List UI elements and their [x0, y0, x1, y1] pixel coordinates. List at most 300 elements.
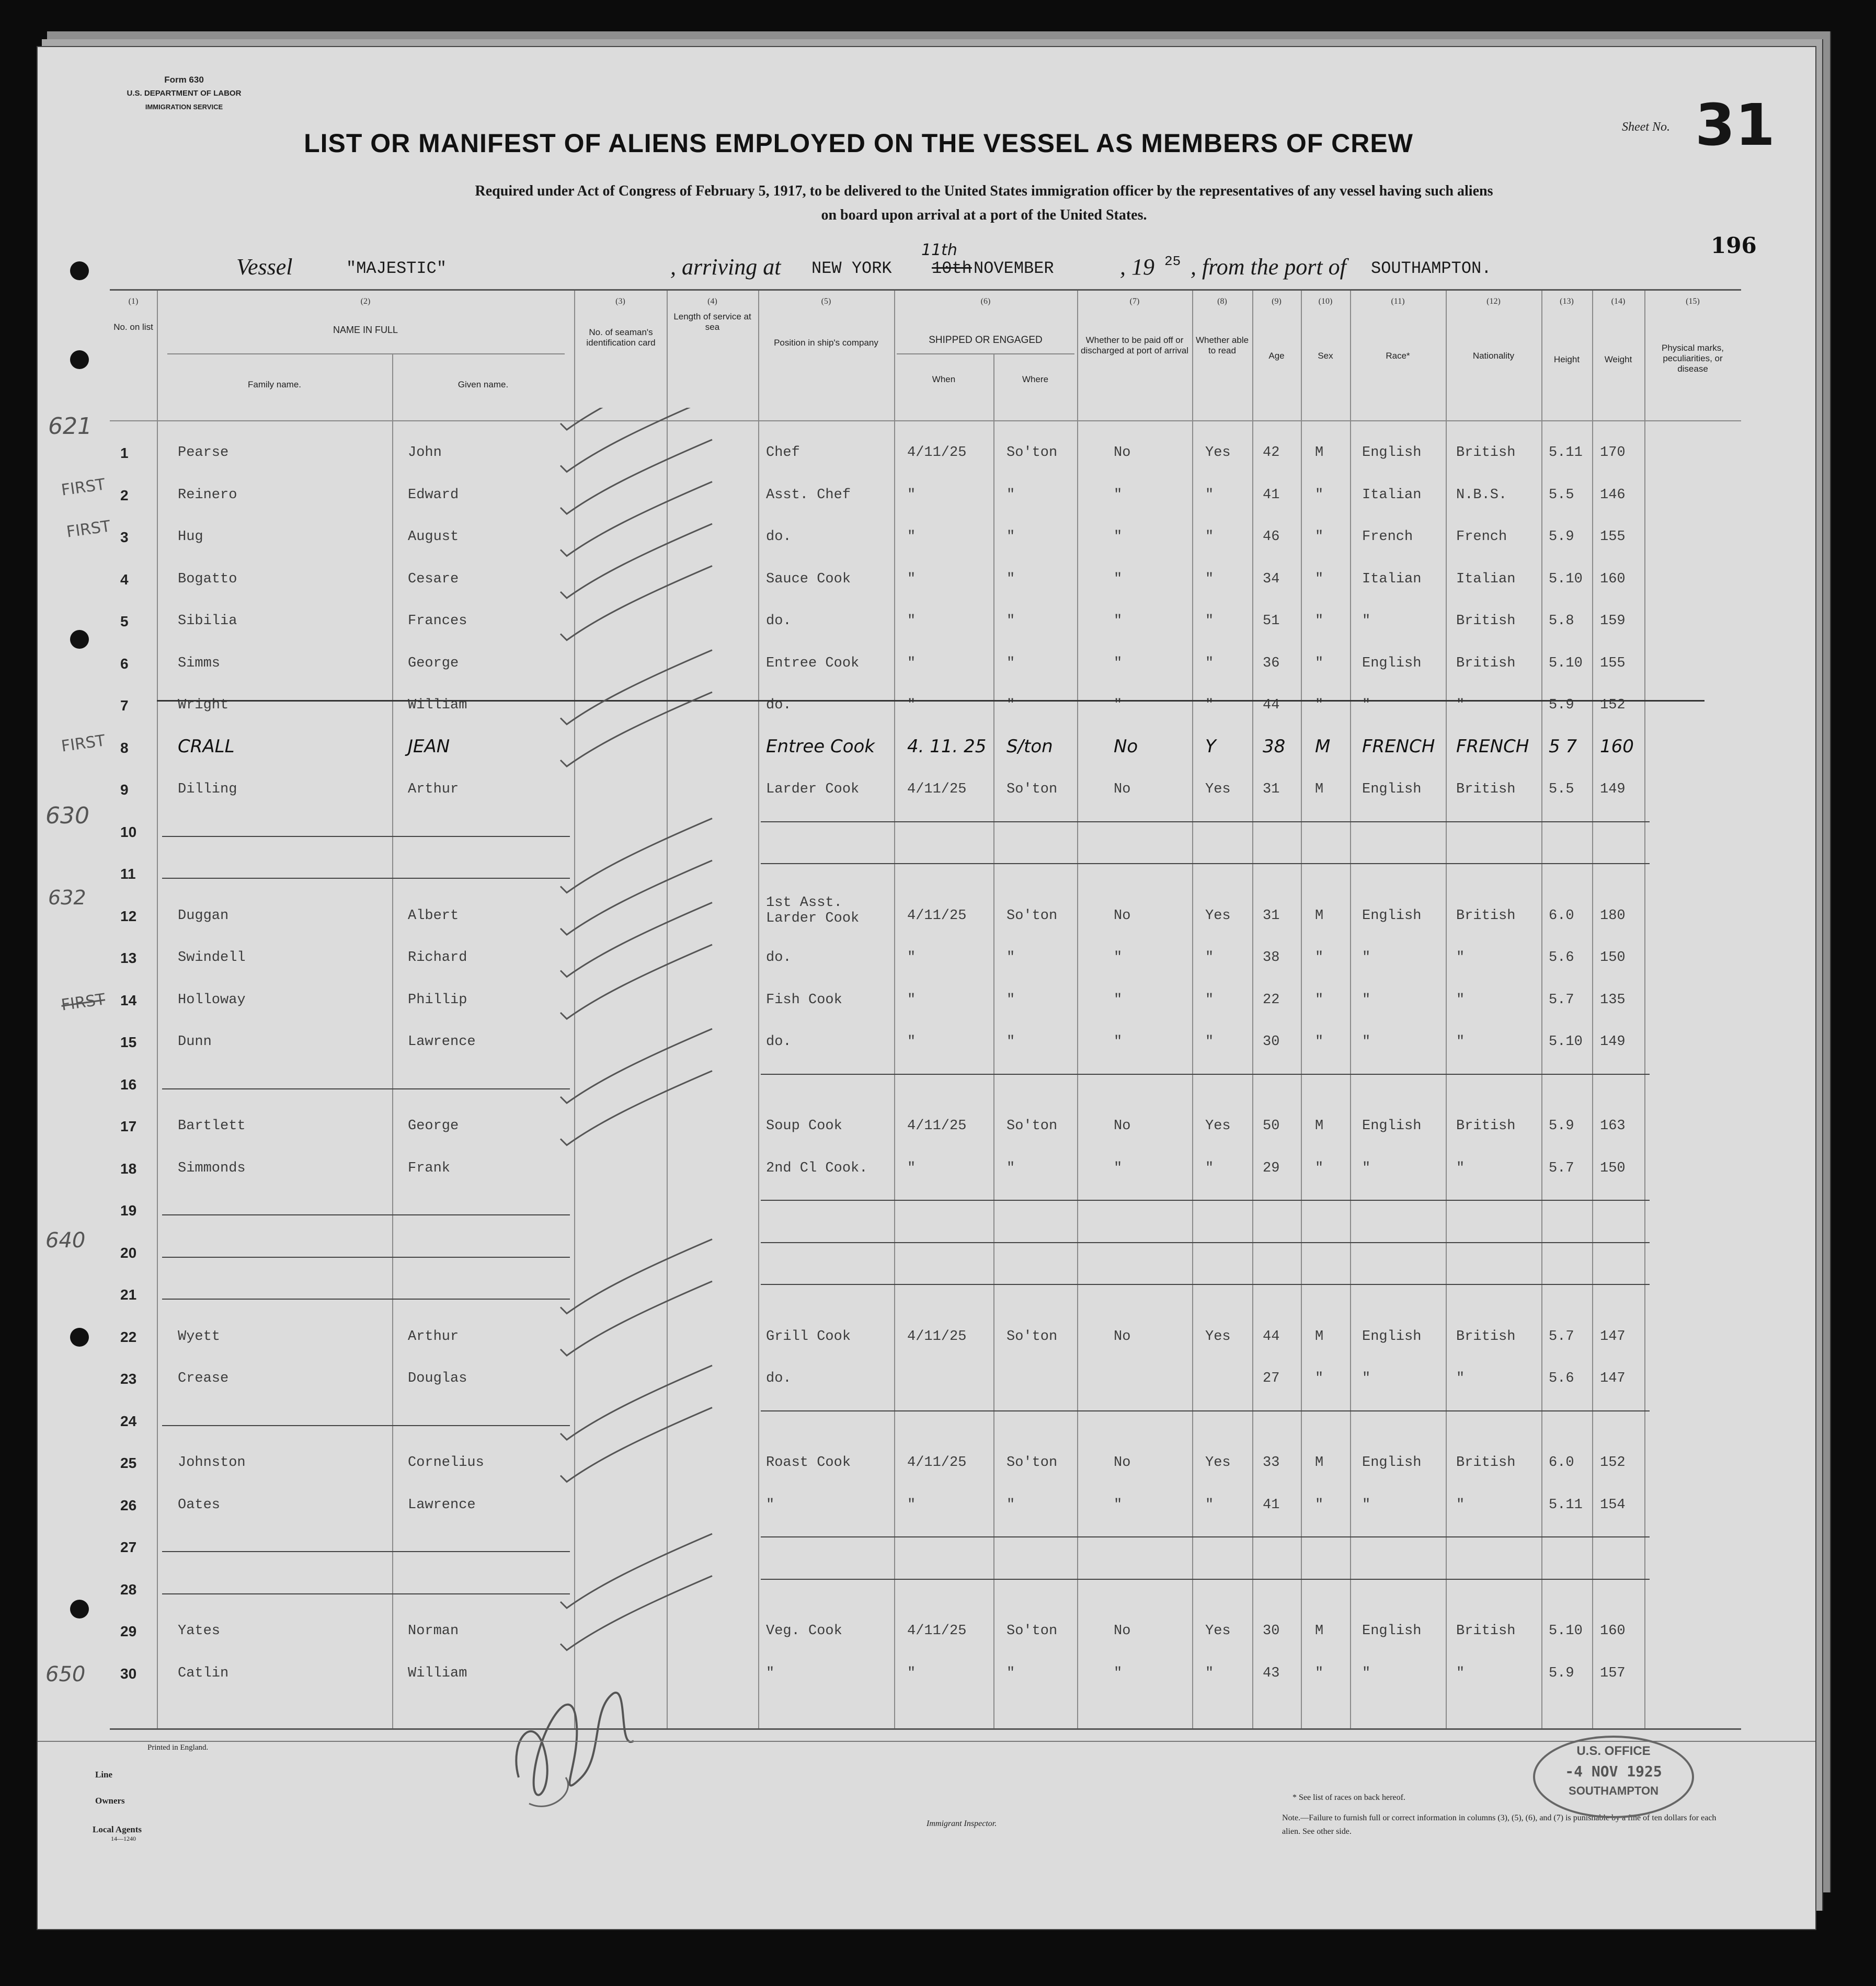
cell-given: JEAN [408, 736, 450, 757]
check-mark [560, 566, 712, 640]
check-mark [560, 1239, 712, 1314]
cell-position: do. [766, 1371, 792, 1386]
cell-given: Richard [408, 950, 467, 966]
cell-read: Yes [1205, 1118, 1231, 1134]
cell-nationality: British [1456, 613, 1516, 629]
page-title: LIST OR MANIFEST OF ALIENS EMPLOYED ON THE VESSEL AS MEMBERS OF CREW [304, 129, 1413, 158]
check-mark [560, 903, 712, 977]
cell-sex: M [1315, 445, 1324, 461]
cell-sex: " [1315, 1371, 1324, 1386]
cell-given: Arthur [408, 782, 459, 797]
name-divider [167, 353, 565, 354]
cell-where: So'ton [1006, 445, 1058, 461]
cell-height: 5.10 [1549, 571, 1583, 587]
cell-read: " [1205, 571, 1214, 587]
table-row [110, 979, 1741, 1020]
col-num: (12) [1486, 297, 1501, 306]
cell-family: Holloway [178, 992, 246, 1008]
cell-where: " [1006, 655, 1015, 671]
cell-family: Wright [178, 697, 229, 713]
cell-when: " [907, 487, 916, 503]
cell-given: Cornelius [408, 1455, 484, 1471]
cell-race: English [1362, 908, 1422, 924]
cell-given: George [408, 655, 459, 671]
cell-no: 11 [120, 866, 136, 882]
table-row [110, 558, 1741, 599]
cell-nationality: N.B.S. [1456, 487, 1507, 503]
departure-port: SOUTHAMPTON. [1371, 259, 1492, 278]
header-age: Age [1268, 351, 1285, 361]
cell-race: " [1362, 950, 1371, 966]
cell-given: John [408, 445, 442, 461]
cell-position: Grill Cook [766, 1328, 851, 1345]
cell-height: 5.7 [1549, 1328, 1574, 1345]
shipped-divider [897, 353, 1074, 354]
header-race: Race* [1386, 351, 1410, 361]
cell-nationality: " [1456, 1034, 1465, 1050]
cell-height: 5 7 [1549, 736, 1577, 757]
cell-nationality: British [1456, 1623, 1516, 1639]
cell-height: 5.10 [1549, 1034, 1583, 1050]
cell-no: 6 [120, 655, 129, 672]
cell-paid: " [1114, 487, 1123, 503]
header-sex: Sex [1318, 351, 1333, 361]
form-info [106, 73, 262, 114]
cell-given: William [408, 697, 467, 713]
cell-family: Yates [178, 1623, 221, 1639]
cell-no: 1 [120, 445, 129, 461]
cell-no: 3 [120, 529, 129, 545]
cell-paid: " [1114, 571, 1123, 587]
header-family-name: Family name. [247, 380, 302, 389]
cell-weight: 155 [1600, 529, 1626, 545]
cell-sex: " [1315, 697, 1324, 713]
cell-age: 42 [1263, 445, 1280, 461]
cell-nationality: British [1456, 1455, 1516, 1471]
cell-when: " [907, 950, 916, 966]
margin-first: FIRST [60, 731, 107, 756]
cell-position: Entree Cook [766, 655, 860, 671]
cell-read: " [1205, 950, 1214, 966]
cell-given: Frances [408, 613, 467, 629]
cell-nationality: " [1456, 992, 1465, 1008]
cell-when: " [907, 1160, 916, 1176]
check-mark [560, 440, 712, 514]
cell-paid: " [1114, 655, 1123, 671]
footer-line: Line [95, 1770, 113, 1780]
cell-no: 9 [120, 782, 129, 798]
vessel-label: Vessel [236, 254, 293, 280]
cell-weight: 149 [1600, 782, 1626, 797]
check-mark [560, 408, 712, 430]
table-row [110, 1568, 1741, 1609]
table-row [110, 432, 1741, 473]
cell-position: Entree Cook [766, 736, 875, 757]
blank-row-line [761, 863, 1650, 864]
cell-age: 44 [1263, 1328, 1280, 1345]
cell-position: do. [766, 697, 792, 713]
cell-no: 14 [120, 992, 137, 1008]
binder-hole [70, 261, 89, 280]
binder-hole [70, 1328, 89, 1347]
cell-age: 41 [1263, 1497, 1280, 1513]
cell-sex: " [1315, 655, 1324, 671]
cell-when: " [907, 571, 916, 587]
cell-where: So'ton [1006, 1118, 1058, 1134]
cell-position: Chef [766, 445, 800, 461]
subtitle-line-1: Required under Act of Congress of February 5, 1917, to be delivered to the United States immigration officer by the representatives of any vessel having such aliens [475, 183, 1493, 199]
cell-height: 5.6 [1549, 1371, 1574, 1386]
blank-row-line [162, 1425, 570, 1426]
cell-family: Crease [178, 1371, 229, 1386]
penalty-note: Note.—Failure to furnish full or correct information in columns (3), (5), (6), and (7) is punishable by a fine of ten dollars for each alien. See other side. [1282, 1813, 1717, 1836]
cell-height: 5.5 [1549, 487, 1574, 503]
stamp-number: 196 [1711, 233, 1757, 258]
cell-paid: No [1114, 782, 1131, 797]
cell-no: 24 [120, 1413, 137, 1429]
cell-no: 5 [120, 613, 129, 629]
check-mark [560, 1281, 712, 1356]
check-mark [560, 524, 712, 598]
table-row [110, 1610, 1741, 1651]
cell-no: 15 [120, 1034, 137, 1050]
cell-where: So'ton [1006, 1623, 1058, 1639]
header-id-card: No. of seaman's identification card [586, 327, 656, 348]
cell-no: 22 [120, 1328, 137, 1345]
cell-nationality: British [1456, 445, 1516, 461]
cell-age: 43 [1263, 1665, 1280, 1681]
cell-age: 46 [1263, 529, 1280, 545]
cell-race: " [1362, 1665, 1371, 1681]
col-num: (7) [1129, 297, 1140, 306]
check-mark [560, 1029, 712, 1103]
cell-read: " [1205, 1034, 1214, 1050]
cell-read: Yes [1205, 1328, 1231, 1345]
cell-height: 5.6 [1549, 950, 1574, 966]
cell-family: Dunn [178, 1034, 212, 1050]
cell-sex: " [1315, 613, 1324, 629]
cell-paid: No [1114, 445, 1131, 461]
cell-paid: " [1114, 1497, 1123, 1513]
cell-position: Larder Cook [766, 782, 860, 797]
col-num: (15) [1686, 297, 1700, 306]
cell-given: Cesare [408, 571, 459, 587]
header-physical-marks: Physical marks, peculiarities, or disease [1661, 343, 1724, 374]
table-row [110, 1021, 1741, 1062]
check-marks [555, 408, 733, 1819]
check-mark [560, 1365, 712, 1440]
cell-sex: " [1315, 571, 1324, 587]
check-mark [560, 819, 712, 893]
cell-height: 5.7 [1549, 992, 1574, 1008]
header-paid-off: Whether to be paid off or discharged at port of arrival [1081, 335, 1188, 355]
cell-paid: No [1114, 908, 1131, 924]
cell-no: 27 [120, 1539, 137, 1555]
footer-divider [38, 1741, 1815, 1742]
margin-number: 632 [48, 886, 86, 909]
printed-in: Printed in England. [147, 1743, 209, 1752]
blank-row-line [761, 1200, 1650, 1201]
header-height: Height [1553, 354, 1580, 364]
office-stamp [1533, 1736, 1694, 1818]
cell-weight: 147 [1600, 1328, 1626, 1345]
cell-no: 8 [120, 739, 129, 756]
cell-weight: 160 [1600, 736, 1634, 757]
table-row [110, 600, 1741, 641]
cell-read: " [1205, 1160, 1214, 1176]
cell-where: " [1006, 1034, 1015, 1050]
cell-race: English [1362, 1623, 1422, 1639]
cell-family: Dilling [178, 782, 237, 797]
cell-no: 29 [120, 1623, 137, 1639]
margin-number: 630 [45, 802, 89, 829]
cell-no: 20 [120, 1244, 137, 1261]
cell-no: 18 [120, 1160, 137, 1177]
cell-family: Bogatto [178, 571, 237, 587]
cell-family: Catlin [178, 1665, 229, 1681]
cell-age: 51 [1263, 613, 1280, 629]
margin-first: FIRST [60, 475, 107, 500]
blank-row-line [162, 1299, 570, 1300]
cell-nationality: French [1456, 529, 1507, 545]
blank-row-line [162, 1257, 570, 1258]
cell-nationality: British [1456, 782, 1516, 797]
cell-no: 13 [120, 950, 137, 966]
cell-no: 16 [120, 1076, 137, 1093]
col-num: (1) [128, 297, 139, 306]
cell-when: 4/11/25 [907, 445, 967, 461]
cell-age: 27 [1263, 1371, 1280, 1386]
stamp-top: U.S. OFFICE [1576, 1744, 1651, 1758]
cell-family: Johnston [178, 1455, 246, 1471]
cell-family: Sibilia [178, 613, 237, 629]
cell-nationality: " [1456, 1160, 1465, 1176]
cell-given: George [408, 1118, 459, 1134]
cell-read: " [1205, 613, 1214, 629]
header-length-of-service: Length of service at sea [673, 312, 751, 332]
cell-family: CRALL [178, 736, 235, 757]
cell-race: English [1362, 655, 1422, 671]
blank-row-line [162, 1214, 570, 1215]
table-row [110, 516, 1741, 557]
table-row [110, 684, 1741, 725]
cell-given: Edward [408, 487, 459, 503]
margin-first: FIRST [60, 990, 107, 1015]
margin-number: 650 [45, 1662, 86, 1686]
col-num: (9) [1272, 297, 1282, 306]
cell-race: " [1362, 697, 1371, 713]
col-num: (14) [1611, 297, 1626, 306]
cell-read: " [1205, 697, 1214, 713]
cell-weight: 150 [1600, 1160, 1626, 1176]
check-mark [560, 482, 712, 556]
header-nationality: Nationality [1472, 351, 1515, 361]
table-row [110, 1232, 1741, 1272]
cell-nationality: British [1456, 655, 1516, 671]
cell-race: French [1362, 529, 1413, 545]
cell-race: " [1362, 1371, 1371, 1386]
check-mark [560, 692, 712, 766]
binder-hole [70, 1600, 89, 1618]
cell-no: 17 [120, 1118, 137, 1134]
cell-family: Simmonds [178, 1160, 246, 1176]
cell-family: Bartlett [178, 1118, 246, 1134]
cell-nationality: " [1456, 1497, 1465, 1513]
header-where: Where [1022, 374, 1049, 384]
cell-sex: M [1315, 908, 1324, 924]
cell-family: Reinero [178, 487, 237, 503]
blank-row-line [761, 1284, 1650, 1285]
cell-no: 23 [120, 1371, 137, 1387]
cell-when: 4/11/25 [907, 1328, 967, 1345]
table-row [110, 895, 1741, 936]
cell-read: Yes [1205, 908, 1231, 924]
cell-height: 5.10 [1549, 1623, 1583, 1639]
cell-race: English [1362, 1328, 1422, 1345]
sheet-no-label: Sheet No. [1622, 120, 1670, 134]
cell-when: " [907, 529, 916, 545]
cell-given: Frank [408, 1160, 451, 1176]
cell-when: 4/11/25 [907, 1455, 967, 1471]
cell-read: Yes [1205, 1455, 1231, 1471]
cell-position: Fish Cook [766, 992, 842, 1008]
cell-position: do. [766, 1034, 792, 1050]
cell-sex: " [1315, 1160, 1324, 1176]
crew-table [110, 289, 1741, 1730]
cell-age: 30 [1263, 1623, 1280, 1639]
cell-age: 38 [1263, 950, 1280, 966]
cell-where: " [1006, 529, 1015, 545]
cell-position: do. [766, 613, 792, 629]
cell-read: " [1205, 1665, 1214, 1681]
cell-weight: 155 [1600, 655, 1626, 671]
cell-age: 22 [1263, 992, 1280, 1008]
cell-nationality: Italian [1456, 571, 1516, 587]
cell-where: " [1006, 1497, 1015, 1513]
col-num: (6) [980, 297, 991, 306]
table-row [110, 811, 1741, 852]
cell-weight: 152 [1600, 697, 1626, 713]
blank-row-line [761, 821, 1650, 822]
cell-height: 5.8 [1549, 613, 1574, 629]
blank-row-line [761, 1074, 1650, 1075]
cell-sex: " [1315, 487, 1324, 503]
cell-race: FRENCH [1362, 736, 1435, 757]
cell-when: " [907, 992, 916, 1008]
header-able-to-read: Whether able to read [1195, 335, 1249, 355]
cell-height: 5.7 [1549, 1160, 1574, 1176]
cell-no: 28 [120, 1581, 137, 1598]
table-row [110, 642, 1741, 683]
cell-paid: " [1114, 1665, 1123, 1681]
col-num: (4) [707, 297, 717, 306]
binder-hole [70, 630, 89, 649]
header-shipped-engaged: SHIPPED OR ENGAGED [929, 335, 1043, 346]
cell-race: English [1362, 1455, 1422, 1471]
cell-paid: No [1114, 736, 1138, 757]
cell-nationality: " [1456, 697, 1465, 713]
cell-when: 4/11/25 [907, 782, 967, 797]
col-num: (5) [821, 297, 831, 306]
cell-no: 2 [120, 487, 129, 503]
cell-sex: " [1315, 1034, 1324, 1050]
table-row [110, 474, 1741, 515]
cell-when: 4/11/25 [907, 1623, 967, 1639]
check-mark [560, 1408, 712, 1482]
subtitle [247, 179, 1721, 227]
cell-height: 6.0 [1549, 908, 1574, 924]
cell-when: " [907, 613, 916, 629]
cell-read: Yes [1205, 782, 1231, 797]
cell-given: Norman [408, 1623, 459, 1639]
cell-weight: 157 [1600, 1665, 1626, 1681]
margin-first: FIRST [65, 517, 112, 542]
cell-no: 26 [120, 1497, 137, 1513]
cell-given: Arthur [408, 1328, 459, 1345]
cell-age: 38 [1263, 736, 1286, 757]
cell-read: " [1205, 992, 1214, 1008]
cell-read: Y [1205, 736, 1216, 757]
cell-height: 5.11 [1549, 1497, 1583, 1513]
cell-position: Roast Cook [766, 1455, 851, 1471]
cell-height: 5.5 [1549, 782, 1574, 797]
check-mark [560, 1534, 712, 1608]
cell-where: So'ton [1006, 1455, 1058, 1471]
table-row [110, 937, 1741, 978]
table-row [110, 1358, 1741, 1398]
footer-owners: Owners [95, 1796, 125, 1806]
cell-paid: " [1114, 992, 1123, 1008]
check-mark [560, 1071, 712, 1145]
cell-nationality: British [1456, 908, 1516, 924]
service: IMMIGRATION SERVICE [145, 103, 223, 111]
cell-nationality: British [1456, 1328, 1516, 1345]
blank-row-line [162, 1593, 570, 1594]
cell-paid: No [1114, 1455, 1131, 1471]
cell-age: 31 [1263, 782, 1280, 797]
cell-sex: " [1315, 950, 1324, 966]
cell-when: " [907, 1665, 916, 1681]
cell-race: English [1362, 782, 1422, 797]
table-row [110, 1484, 1741, 1525]
cell-age: 41 [1263, 487, 1280, 503]
cell-weight: 163 [1600, 1118, 1626, 1134]
cell-age: 29 [1263, 1160, 1280, 1176]
check-mark [560, 408, 712, 472]
stamp-date: -4 NOV 1925 [1565, 1763, 1662, 1780]
cell-family: Oates [178, 1497, 221, 1513]
cell-race: English [1362, 1118, 1422, 1134]
cell-when: 4. 11. 25 [907, 736, 987, 757]
cell-position: 2nd Cl Cook. [766, 1160, 868, 1176]
cell-nationality: " [1456, 950, 1465, 966]
cell-given: Lawrence [408, 1034, 476, 1050]
table-row [110, 1442, 1741, 1483]
cell-sex: " [1315, 1497, 1324, 1513]
cell-weight: 160 [1600, 571, 1626, 587]
arriving-label: , arriving at [670, 254, 781, 280]
margin-number: 621 [48, 413, 92, 440]
cell-where: S/ton [1006, 736, 1053, 757]
cell-when: " [907, 1497, 916, 1513]
cell-sex: M [1315, 1455, 1324, 1471]
table-row [110, 1652, 1741, 1693]
cell-position: Sauce Cook [766, 571, 851, 587]
cell-sex: " [1315, 992, 1324, 1008]
cell-height: 6.0 [1549, 1455, 1574, 1471]
cell-height: 5.9 [1549, 1665, 1574, 1681]
header-position: Position in ship's company [774, 338, 878, 348]
